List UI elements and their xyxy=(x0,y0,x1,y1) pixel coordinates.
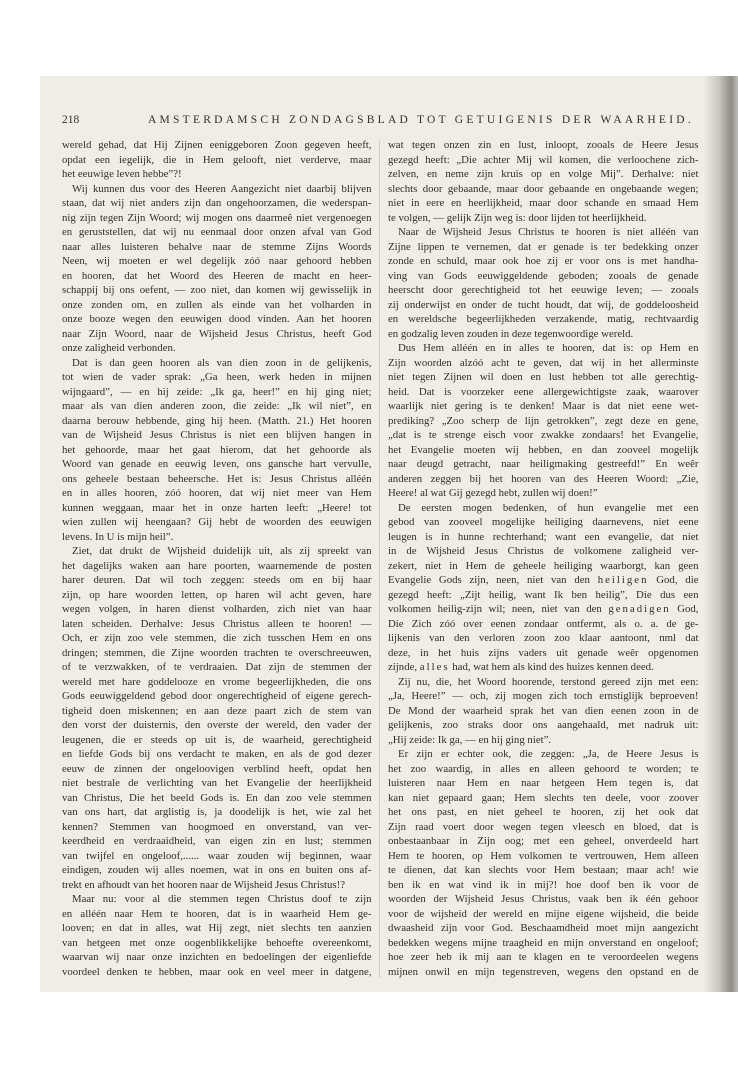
line-text: tot wien de vader sprak: „Ga heen, werk heden in mijnen xyxy=(62,371,372,383)
text-line xyxy=(388,298,699,313)
text-line xyxy=(62,138,372,153)
line-text: Zijn woorden alzóó acht te geven, dat wij in het allerminste xyxy=(388,356,699,369)
text-line xyxy=(62,950,372,965)
text-line xyxy=(388,646,699,661)
line-text: dwaasheid zijn voor God. Beschaamdheid moet mijn aangezicht xyxy=(388,922,699,934)
line-text: kan niet gepaard gaan; Hem slechts ten deele, voor zoover xyxy=(388,791,699,804)
line-text: niet bestrale de verlichting van het Evangelie der heerlijkheid xyxy=(62,777,372,789)
line-text: zij onderwijst en onder de tucht houdt, dat wij, de goddeloosheid xyxy=(388,298,699,311)
line-text: Hem te hooren, op Hem volkomen te vertrouwen, Hem alleen xyxy=(388,849,699,862)
paragraph xyxy=(62,182,372,356)
text-line xyxy=(62,776,372,791)
paragraph xyxy=(388,341,699,501)
line-text: leugen is in hunne rechterhand; want een evangelie, dat niet xyxy=(388,530,699,543)
text-line xyxy=(62,704,372,719)
line-text: niet tegen Zijnen wil doen en lust hebben tot alle gerechtig- xyxy=(388,371,699,383)
line-text: Zij nu, die, het Woord hoorende, terstond gereed zijn met een: xyxy=(398,675,699,688)
text-line xyxy=(62,820,372,835)
text-line xyxy=(388,950,699,965)
text-line xyxy=(62,254,372,269)
line-text: Maar nu: voor al die stemmen tegen Christus doof te zijn xyxy=(72,893,372,905)
text-line xyxy=(62,733,372,748)
text-line xyxy=(388,457,699,472)
line-text: van de Wijsheid Jesus Christus is niet een blijven hangen in xyxy=(62,429,372,441)
text-line xyxy=(62,805,372,820)
text-line xyxy=(388,341,699,356)
text-line xyxy=(62,399,372,414)
line-text: Woord van genade en eeuwig leven, ons gansche hart vervulle, xyxy=(62,458,372,470)
text-line xyxy=(62,356,372,371)
paragraph xyxy=(62,356,372,545)
line-text xyxy=(388,603,699,615)
line-text: kunnen weggaan, maar het in onze harten leeft: „Heere! tot xyxy=(62,501,372,514)
text-segment: volkomen heilig-zijn wil; neen, niet van den xyxy=(388,603,609,615)
text-line xyxy=(62,834,372,849)
text-line xyxy=(62,472,372,487)
text-line xyxy=(388,602,699,617)
text-line xyxy=(388,385,699,400)
text-line xyxy=(62,167,372,182)
text-line xyxy=(388,588,699,603)
line-text: van twijfel en ongeloof,...... waar zouden wij beginnen, waar xyxy=(62,849,372,862)
text-line xyxy=(388,138,699,153)
text-line xyxy=(388,559,699,574)
line-text: staan, dat wij niet anders zijn dan ongehoorzamen, die wederspan- xyxy=(62,197,372,209)
paragraph xyxy=(62,892,372,979)
paragraph xyxy=(62,544,372,892)
line-text: van Christus, Die het beeld Gods is. En dan zoo vele stemmen xyxy=(62,791,372,804)
line-text: Zijne lippen te vernemen, dat er genade is ter bedekking onzer xyxy=(388,240,699,253)
line-text: deze, in het huis zijns vaders uit genade weêr opgenomen xyxy=(388,646,699,659)
line-text: in de Wijsheid Jesus Christus de volkomene zaligheid ver- xyxy=(388,545,699,557)
text-line xyxy=(62,573,372,588)
line-text: wien zullen wij heengaan? Gij hebt de woorden des eeuwigen xyxy=(62,516,372,528)
text-line xyxy=(388,791,699,806)
paragraph xyxy=(62,138,372,182)
line-text: wereld gehad, dat Hij Zijnen eeniggeboren Zoon gegeven heeft, xyxy=(62,139,372,151)
text-line xyxy=(62,762,372,777)
text-line xyxy=(62,283,372,298)
running-title: AMSTERDAMSCH ZONDAGSBLAD TOT GETUIGENIS DER WAARHEID. xyxy=(148,114,694,126)
text-line xyxy=(388,153,699,168)
line-text: woorden der Wijsheid Jesus Christus, vaak ben ik één gehoor xyxy=(388,893,699,905)
line-text: het ons past, en niet geheel te hooren, zij het ook dat xyxy=(388,806,699,818)
text-line xyxy=(62,892,372,907)
paragraph xyxy=(388,675,699,748)
line-text: Heere! al wat Gij gezegd hebt, zullen wij doen!” xyxy=(388,487,598,499)
text-line xyxy=(388,631,699,646)
line-text: of te verzwakken, of te verdraaien. Dat zijn de stemmen der xyxy=(62,661,372,673)
line-text: slechts door gebaande, maar door gebaande en ongebaande wegen; xyxy=(388,182,699,195)
text-line xyxy=(388,327,699,342)
column-rule xyxy=(379,140,380,978)
letterspaced-emphasis: genadigen xyxy=(608,603,671,615)
line-text: dringen; stemmen, die Zijne woorden trachten te overschreeuwen, xyxy=(62,646,372,659)
line-text: gezegd heeft: „Die achter Mij wil komen, die verloochene zich- xyxy=(388,153,699,166)
line-text: het zoo waardig, in alles en alleen gehoord te worden; te xyxy=(388,762,699,775)
text-line xyxy=(388,501,699,516)
line-text: bedekken wegens mijne traagheid en mijn onverstand en ongeloof; xyxy=(388,936,699,949)
line-text: levens. In U is mijn heil”. xyxy=(62,530,174,543)
page-gutter-shadow xyxy=(704,76,738,992)
line-text: heerscht door gerechtigheid tot het eeuwige leven; — zooals xyxy=(388,284,699,296)
text-line xyxy=(388,892,699,907)
text-line xyxy=(62,240,372,255)
text-line xyxy=(388,182,699,197)
line-text: van hetgeen met onze oogenblikkelijke behoefte overeenkomt, xyxy=(62,936,372,949)
text-line xyxy=(388,805,699,820)
line-text: schappij bij ons oefent, — zoo niet, dan komen wij gewisselijk in xyxy=(62,284,372,296)
text-line xyxy=(388,776,699,791)
text-line xyxy=(62,225,372,240)
line-text: te dienen, dat kan slechts voor Hem bestaan; maar ach! wie xyxy=(388,864,699,876)
line-text: harer deuren. Dat wil toch zeggen: steeds om en bij haar xyxy=(62,574,372,586)
paragraph xyxy=(388,747,699,979)
text-line xyxy=(62,631,372,646)
line-text: zijn, op hare woorden letten, op haren wil acht geven, hare xyxy=(62,588,372,601)
line-text: daarna berouw hebbende, ging hij heen. (Matth. 21.) Het hooren xyxy=(62,414,372,427)
text-line xyxy=(388,240,699,255)
line-text: en godzalig leven zouden in deze tegenwoordige wereld. xyxy=(388,327,634,340)
text-line xyxy=(62,443,372,458)
text-line xyxy=(62,921,372,936)
text-line xyxy=(388,921,699,936)
text-line xyxy=(388,849,699,864)
line-text: onze booze wegen den eeuwigen dood vinden. Aan het hooren xyxy=(62,313,372,325)
text-line xyxy=(62,675,372,690)
text-line xyxy=(388,820,699,835)
text-line xyxy=(388,573,699,588)
text-line xyxy=(388,269,699,284)
line-text: kennen? Stemmen van hoogmoed en onverstand, van ver- xyxy=(62,820,372,833)
line-text: naar Zijn Woord, naar de Wijsheid Jesus Christus, heeft God xyxy=(62,327,372,340)
text-line xyxy=(62,298,372,313)
line-text: „Hij zeide: Ik ga, — en hij ging niet”. xyxy=(388,733,552,746)
line-text: te volgen, — gelijk Zijn weg is: door lijden tot heerlijkheid. xyxy=(388,211,647,224)
text-line xyxy=(62,559,372,574)
text-line xyxy=(62,370,372,385)
text-line xyxy=(388,544,699,559)
line-text: prediking? „Zoo scherp de lijn getrokken”, zegt deze en gene, xyxy=(388,414,699,427)
line-text: gezegd heeft: „Zijt heilig, want Ik ben heilig”, Die dus een xyxy=(388,588,699,601)
line-text: waarvan wij naar onze inzichten en bedoelingen der eigenliefde xyxy=(62,951,372,963)
text-line xyxy=(62,588,372,603)
text-line xyxy=(62,689,372,704)
line-text: en wereldsche begeerlijkheden verzakende, matig, rechtvaardig xyxy=(388,313,699,325)
line-text: Naar de Wijsheid Jesus Christus te hooren is niet alléén van xyxy=(398,226,699,238)
text-line xyxy=(388,530,699,545)
line-text: zekert, niet in Hem de geheele heiliging waarborgt, kan geen xyxy=(388,559,699,572)
line-text: Wij kunnen dus voor des Heeren Aangezicht niet daarbij blijven xyxy=(72,182,372,195)
line-text: „Ja, Heere!” — och, zij mogen zich toch ernstiglijk beproeven! xyxy=(388,690,699,702)
text-line xyxy=(62,515,372,530)
line-text: en alléén naar Hem te hooren, dat is in waarheid Hem ge- xyxy=(62,907,372,920)
line-text: De eersten mogen bedenken, of hun evangelie met een xyxy=(398,501,699,514)
text-line xyxy=(388,617,699,632)
line-text xyxy=(388,661,654,673)
paragraph xyxy=(388,225,699,341)
text-line xyxy=(388,515,699,530)
line-text: „dat is te strenge eisch voor zwakke zondaars! het Evangelie, xyxy=(388,429,699,441)
text-line xyxy=(62,385,372,400)
text-line xyxy=(388,733,699,748)
left-column xyxy=(62,138,372,979)
text-line xyxy=(388,936,699,951)
text-line xyxy=(62,602,372,617)
text-line xyxy=(62,414,372,429)
line-text: het Evangelie moeten wij hebben, en dan zooveel mogelijk xyxy=(388,443,699,456)
line-text: Och, er zijn zoo vele stemmen, die zich tusschen Hem en ons xyxy=(62,632,372,644)
line-text: onbestaanbaar in Zijn oog; met een geheel, onverdeeld hart xyxy=(388,835,699,847)
text-line xyxy=(388,196,699,211)
text-line xyxy=(62,936,372,951)
text-line xyxy=(388,704,699,719)
text-line xyxy=(62,544,372,559)
line-text: heid. Dat is voorzeker eene allergewichtigste zaak, waarover xyxy=(388,385,699,398)
line-text: niet in eere en heerlijkheid, maar door schande en smaad Hem xyxy=(388,197,699,209)
line-text: waarlijk niet gering is te denken! Maar is dat niet eene wet- xyxy=(388,400,699,412)
line-text: wijngaard”, — en hij zeide: „Ik ga, heer!” en hij ging niet; xyxy=(62,385,372,398)
line-text: trekt en afhoudt van het hooren naar de Wijsheid Jesus Christus!? xyxy=(62,878,346,891)
line-text: het eeuwige leven hebbe”?! xyxy=(62,168,182,180)
text-line xyxy=(388,254,699,269)
running-title-bar xyxy=(148,113,697,127)
line-text: keerdheid en verdraaidheid, van eigen zin en lust; stemmen xyxy=(62,835,372,847)
line-text: en geruststellen, dat wij nu eenmaal door onzen afval van God xyxy=(62,226,372,238)
line-text: Neen, wij moeten er wel degelijk zóó naar gehoord hebben xyxy=(62,255,372,267)
line-text: Er zijn er echter ook, die zeggen: „Ja, de Heere Jesus is xyxy=(398,748,699,760)
line-text: looven; en dat in alles, wat Hij zegt, niet slechts ten aanzien xyxy=(62,922,372,934)
text-line xyxy=(388,414,699,429)
text-line xyxy=(62,530,372,545)
text-line xyxy=(388,211,699,226)
line-text xyxy=(388,574,699,586)
line-text: Dus Hem alléén en in alles te hooren, dat is: op Hem en xyxy=(398,342,699,354)
line-text: maar als van dien anderen zoon, die zeide: „Ik wil niet”, en xyxy=(62,400,372,412)
page-number: 218 xyxy=(62,114,80,126)
line-text: van ons hart, dat arglistig is, ja doodelijk is het, wie zal het xyxy=(62,806,372,818)
text-line xyxy=(62,428,372,443)
text-line xyxy=(62,617,372,632)
line-text: wereld met hare goddelooze en vrome begeerlijkheden, die ons xyxy=(62,675,372,688)
text-line xyxy=(388,718,699,733)
line-text: naar alles luisteren behalve naar de stemme Zijns Woords xyxy=(62,240,372,253)
text-line xyxy=(62,747,372,762)
line-text: ving van Gods eeuwiggeldende geboden; zooals de genade xyxy=(388,269,699,282)
line-text: Zijn raad voert door wegen tegen vleesch en bloed, dat is xyxy=(388,820,699,833)
line-text: voor de wijsheid der wereld en mijne eigene wijsheid, die beide xyxy=(388,907,699,920)
text-line xyxy=(62,646,372,661)
text-line xyxy=(62,341,372,356)
text-line xyxy=(62,182,372,197)
paragraph xyxy=(388,501,699,675)
line-text: zelven, en neme zijn kruis op en volge Mij”. Derhalve: niet xyxy=(388,168,699,180)
line-text: gelijkenis, zoo straks door ons aangehaald, met nadruk uit: xyxy=(388,719,699,731)
line-text: naar deugd getracht, naar heiligmaking gestreefd!” En weêr xyxy=(388,458,699,470)
text-line xyxy=(62,196,372,211)
text-line xyxy=(388,747,699,762)
text-line xyxy=(62,907,372,922)
text-segment: God, die xyxy=(648,574,699,586)
text-line xyxy=(62,312,372,327)
line-text: eeuw de zinnen der ongeloovigen verblind heeft, opdat hen xyxy=(62,762,372,775)
line-text: Dat is dan geen hooren als van dien zoon in de gelijkenis, xyxy=(72,356,372,369)
line-text: den vorst der duisternis, den overste der wereld, den vader der xyxy=(62,719,372,731)
text-line xyxy=(62,660,372,675)
text-line xyxy=(388,356,699,371)
text-line xyxy=(388,443,699,458)
line-text: anderen zeggen bij het hooren van des Heeren Woord: „Zie, xyxy=(388,472,699,485)
text-line xyxy=(388,965,699,980)
line-text: het dagelijks waken aan hare poorten, waarnemende de posten xyxy=(62,559,372,572)
text-line xyxy=(388,167,699,182)
line-text: en in alles hooren, zóó hooren, dat wij niet meer van Hem xyxy=(62,487,372,499)
text-line xyxy=(62,878,372,893)
line-text: De Mond der waarheid sprak het van dien eenen zoon in de xyxy=(388,704,699,717)
text-line xyxy=(388,283,699,298)
text-line xyxy=(62,863,372,878)
text-line xyxy=(388,878,699,893)
text-line xyxy=(388,863,699,878)
text-line xyxy=(62,269,372,284)
right-column xyxy=(388,138,699,979)
text-line xyxy=(62,849,372,864)
line-text: eindigen, zouden wij alles noemen, wat in ons en buiten ons af- xyxy=(62,864,372,876)
text-line xyxy=(388,762,699,777)
line-text: Gods eeuwiggeldend gebod door ongerechtigheid of eigene gerech- xyxy=(62,690,372,702)
text-segment: God, xyxy=(670,603,699,615)
line-text: opdat een iegelijk, die in Hem gelooft, niet verderve, maar xyxy=(62,153,372,166)
text-line xyxy=(388,370,699,385)
text-line xyxy=(388,834,699,849)
text-line xyxy=(388,399,699,414)
letterspaced-emphasis: alles xyxy=(419,661,450,673)
text-line xyxy=(388,689,699,704)
line-text: tigheid doen miskennen; en aan deze paart zich de stem van xyxy=(62,704,372,717)
line-text: leugenen, die er steeds op uit is, de waarheid, gerechtigheid xyxy=(62,733,372,746)
line-text: wat tegen onzen zin en lust, inloopt, zooals de Heere Jesus xyxy=(388,139,699,151)
text-line xyxy=(62,965,372,980)
text-line xyxy=(388,225,699,240)
line-text: gebod van zooveel mogelijke heiliging daarnevens, niet eene xyxy=(388,516,699,528)
text-segment: had, wat hem als kind des huizes kennen deed. xyxy=(449,661,654,673)
text-line xyxy=(62,486,372,501)
text-line xyxy=(62,211,372,226)
line-text: Die Zich zóó over eenen zondaar ontfermt, als o. a. de ge- xyxy=(388,617,699,630)
line-text: luisteren naar Hem en naar hetgeen Hem tegen is, dat xyxy=(388,777,699,789)
line-text: hoe zeer heb ik mij aan te klagen en te veroordeelen wegens xyxy=(388,951,699,963)
line-text: en liefde Gods bij ons verdacht te maken, en als de god dezer xyxy=(62,748,372,760)
text-line xyxy=(388,312,699,327)
paragraph xyxy=(388,138,699,225)
text-line xyxy=(388,660,699,675)
text-line xyxy=(62,457,372,472)
line-text: mijnen onwil en mijn tegenstreven, wegens den opstand en de xyxy=(388,965,699,978)
line-text: en hooren, dat het Woord des Heeren de macht en heer- xyxy=(62,269,372,282)
letterspaced-emphasis: heiligen xyxy=(597,574,649,586)
text-line xyxy=(388,486,699,501)
line-text: Ziet, dat drukt de Wijsheid duidelijk uit, als zij spreekt van xyxy=(72,545,372,557)
text-line xyxy=(388,907,699,922)
text-line xyxy=(62,153,372,168)
line-text: onze zonden om, en zullen als einde van het volharden in xyxy=(62,298,372,311)
line-text: ben ik en wat vind ik in mij?! hoe doof ben ik voor de xyxy=(388,878,699,891)
text-line xyxy=(62,327,372,342)
line-text: het gehoorde, maar het gaat hierom, dat het gehoorde als xyxy=(62,443,372,456)
line-text: ons geheele bestaan beheersche. Het is: Jesus Christus alléén xyxy=(62,472,372,485)
line-text: lijkenis van den verloren zoon zoo klaar aantoont, nml dat xyxy=(388,632,699,644)
text-line xyxy=(388,675,699,690)
text-line xyxy=(62,791,372,806)
text-segment: zijnde, xyxy=(388,661,420,673)
text-segment: Evangelie Gods zijn, neen, niet van den xyxy=(388,574,598,586)
text-line xyxy=(388,472,699,487)
line-text: zonde en schuld, maar ook hoe zij er voor ons is met handha- xyxy=(388,255,699,267)
line-text: nig zijn tegen Zijn Woord; wij mogen ons daarmeê niet vergenoegen xyxy=(62,211,372,224)
text-line xyxy=(388,428,699,443)
line-text: onze zaligheid verbonden. xyxy=(62,342,176,354)
line-text: voordeel denken te hebben, maar ook en veel meer in datgene, xyxy=(62,965,372,978)
text-line xyxy=(62,718,372,733)
line-text: laten scheiden. Derhalve: Jesus Christus alleen te hooren! — xyxy=(62,617,372,630)
line-text: wegen volgen, in haren dienst volharden, zich niet van haar xyxy=(62,603,372,615)
text-line xyxy=(62,501,372,516)
